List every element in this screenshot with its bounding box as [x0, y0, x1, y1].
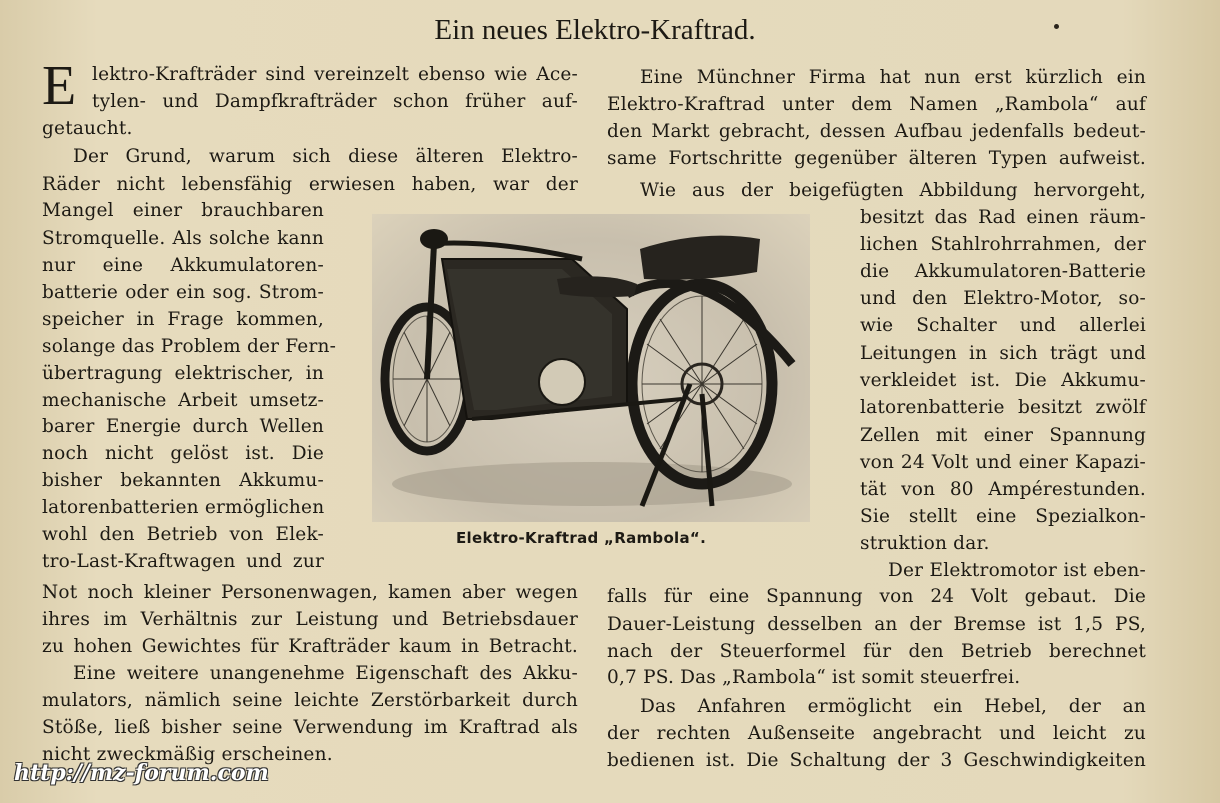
left-line-1: lektro-Krafträder sind vereinzelt ebenso wie Ace-: [92, 64, 578, 85]
right-line-8: die Akkumulatoren-Batterie: [860, 261, 1146, 282]
right-line-6: besitzt das Rad einen räum-: [860, 207, 1146, 228]
article-title: Ein neues Elektro-Kraftrad.: [434, 14, 756, 46]
right-line-11: Leitungen in sich trägt und: [860, 343, 1146, 364]
left-line-26: nicht zweckmäßig erscheinen.: [42, 744, 333, 765]
left-line-23: Eine weitere unangenehme Eigenschaft des Akku-: [73, 663, 578, 684]
left-line-16: bisher bekannten Akkumu-: [42, 470, 324, 491]
left-line-3: getaucht.: [42, 118, 133, 139]
left-line-5: Räder nicht lebensfähig erwiesen haben, war der: [42, 174, 578, 195]
left-line-19: tro-Last-Kraftwagen und zur: [42, 551, 324, 572]
left-line-12: übertragung elektrischer, in: [42, 363, 324, 384]
left-line-25: Stöße, ließ bisher seine Verwendung im Kraftrad als: [42, 717, 578, 738]
right-line-9: und den Elektro-Motor, so-: [860, 288, 1146, 309]
right-line-15: von 24 Volt und einer Kapazi-: [860, 452, 1146, 473]
right-line-1: Eine Münchner Firma hat nun erst kürzlich ein: [640, 67, 1146, 88]
right-line-4: same Fortschritte gegenüber älteren Typen aufweist.: [607, 148, 1146, 169]
right-line-16: tät von 80 Ampérestunden.: [860, 479, 1146, 500]
figure-caption: Elektro-Kraftrad „Rambola“.: [456, 529, 707, 547]
motorcycle-photo: [372, 214, 810, 522]
watermark: [14, 760, 269, 786]
left-line-10: speicher in Frage kommen,: [42, 309, 324, 330]
left-line-14: barer Energie durch Wellen: [42, 416, 324, 437]
right-line-19: Der Elektromotor ist eben-: [888, 560, 1146, 581]
right-line-25: der rechten Außenseite angebracht und leicht zu: [607, 723, 1146, 744]
left-line-24: mulators, nämlich seine leichte Zerstörbarkeit durch: [42, 690, 578, 711]
right-line-10: wie Schalter und allerlei: [860, 315, 1146, 336]
motorcycle-illustration: [372, 214, 810, 522]
right-line-5: Wie aus der beigefügten Abbildung hervorgeht,: [640, 180, 1146, 201]
left-line-13: mechanische Arbeit umsetz-: [42, 390, 324, 411]
left-line-22: zu hohen Gewichtes für Krafträder kaum in Betracht.: [42, 636, 578, 657]
drop-cap: E: [42, 55, 77, 117]
right-line-22: nach der Steuerformel für den Betrieb berechnet: [607, 641, 1146, 662]
left-line-8: nur eine Akkumulatoren-: [42, 255, 324, 276]
left-line-20: Not noch kleiner Personenwagen, kamen aber wegen: [42, 582, 578, 603]
right-line-13: latorenbatterie besitzt zwölf: [860, 397, 1146, 418]
left-line-17: latorenbatterien ermöglichen: [42, 497, 325, 518]
right-line-18: struktion dar.: [860, 533, 990, 554]
left-line-7: Stromquelle. Als solche kann: [42, 228, 324, 249]
right-line-14: Zellen mit einer Spannung: [860, 425, 1146, 446]
left-line-18: wohl den Betrieb von Elek-: [42, 524, 324, 545]
right-line-23: 0,7 PS. Das „Rambola“ ist somit steuerfrei.: [607, 667, 1021, 688]
watermark-text: http://mz-forum.com: [14, 760, 269, 786]
right-line-24: Das Anfahren ermöglicht ein Hebel, der an: [640, 696, 1146, 717]
left-line-9: batterie oder ein sog. Strom-: [42, 282, 324, 303]
right-line-20: falls für eine Spannung von 24 Volt gebaut. Die: [607, 586, 1146, 607]
right-line-26: bedienen ist. Die Schaltung der 3 Geschwindigkeiten: [607, 750, 1146, 771]
right-line-17: Sie stellt eine Spezialkon-: [860, 506, 1146, 527]
left-line-4: Der Grund, warum sich diese älteren Elektro-: [73, 146, 578, 167]
left-line-11: solange das Problem der Fern-: [42, 336, 337, 357]
right-line-7: lichen Stahlrohrrahmen, der: [860, 234, 1146, 255]
right-line-2: Elektro-Kraftrad unter dem Namen „Rambola“ auf: [607, 94, 1146, 115]
left-line-6: Mangel einer brauchbaren: [42, 200, 324, 221]
right-line-21: Dauer-Leistung desselben an der Bremse ist 1,5 PS,: [607, 614, 1146, 635]
left-line-21: ihres im Verhältnis zur Leistung und Betriebsdauer: [42, 609, 578, 630]
left-line-15: noch nicht gelöst ist. Die: [42, 443, 324, 464]
left-line-2: tylen- und Dampfkrafträder schon früher auf-: [92, 91, 578, 112]
right-line-12: verkleidet ist. Die Akkumu-: [860, 370, 1146, 391]
right-line-3: den Markt gebracht, dessen Aufbau jedenfalls bedeut-: [607, 121, 1146, 142]
